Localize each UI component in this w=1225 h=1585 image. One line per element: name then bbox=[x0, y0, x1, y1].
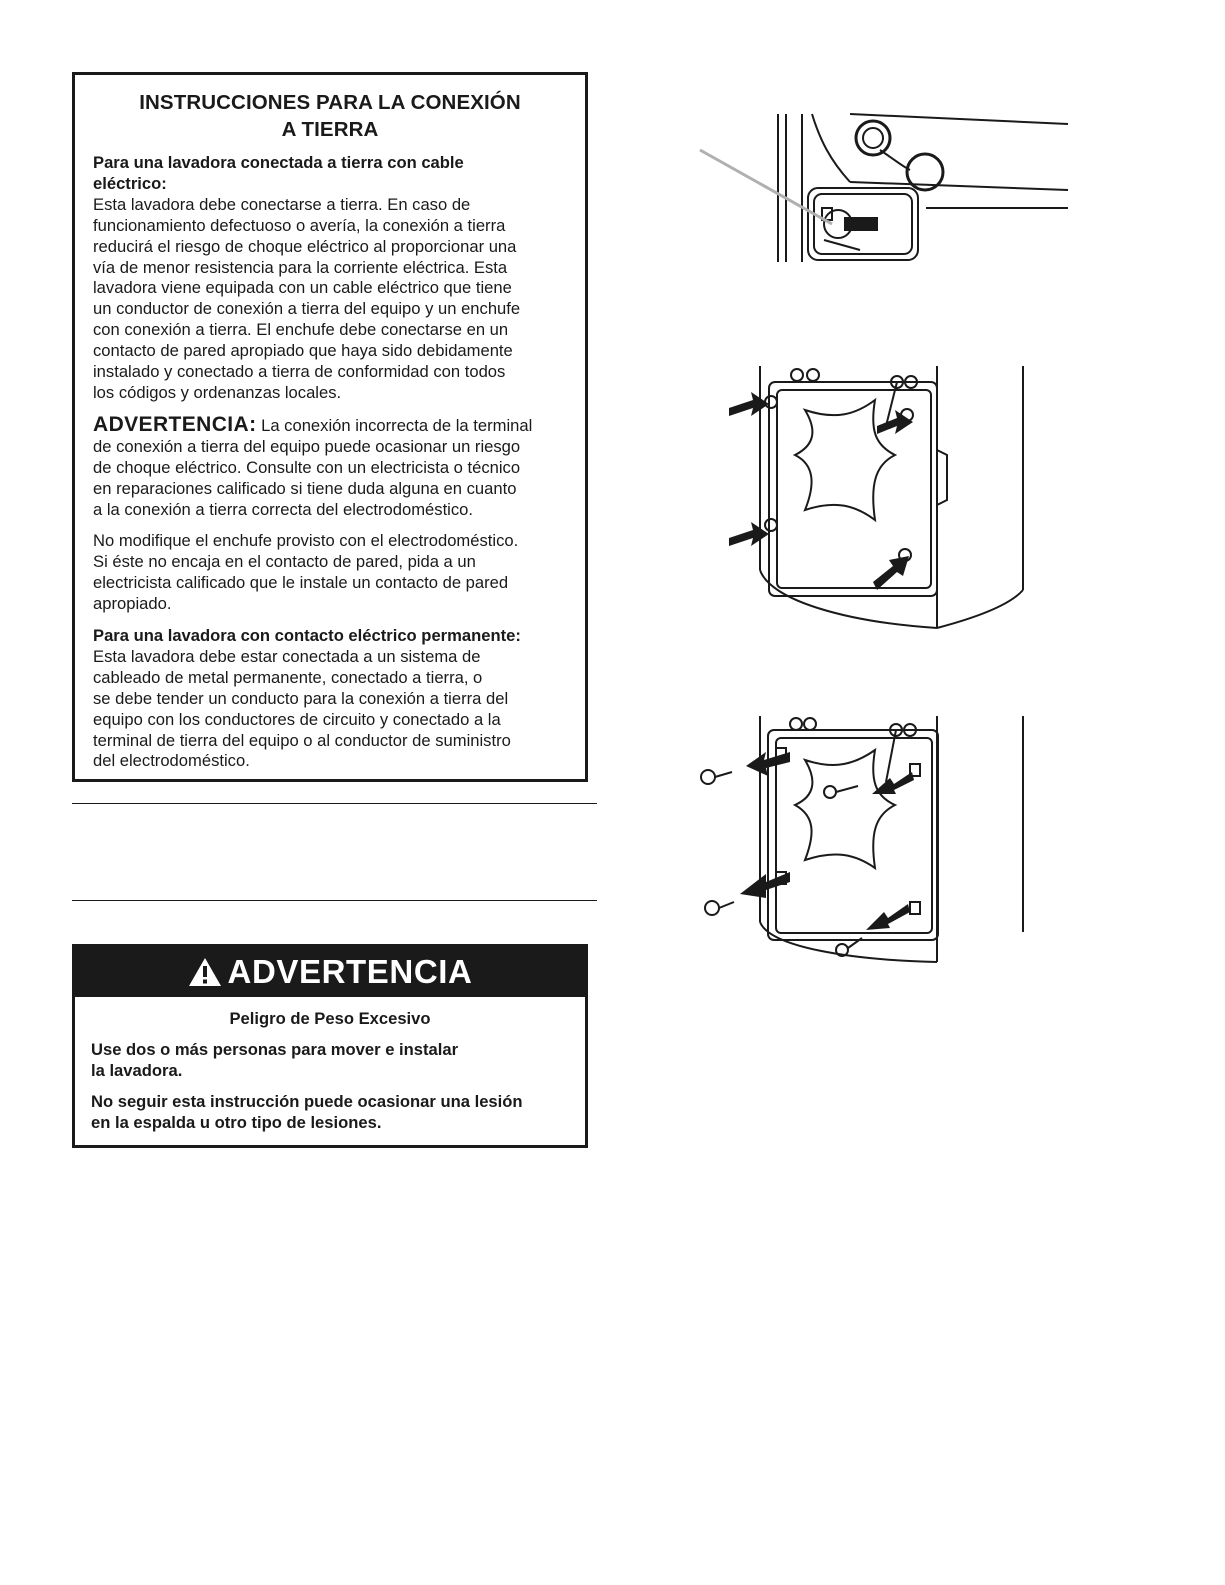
permanent-line: se debe tender un conducto para la conexión a tierra del bbox=[93, 688, 509, 708]
plug-line: electricista calificado que le instale un contacto de pared bbox=[93, 573, 509, 593]
warning-line-rest: La conexión incorrecta de la terminal bbox=[256, 415, 533, 435]
bolts-removed-illustration bbox=[690, 712, 1045, 967]
grounding-title-line2: A TIERRA bbox=[281, 118, 379, 141]
corded-paragraph bbox=[93, 153, 585, 404]
arrow-icon bbox=[872, 772, 914, 794]
corded-line: lavadora viene equipada con un cable eléctrico que tiene bbox=[93, 278, 512, 298]
warning-line: de conexión a tierra del equipo puede ocasionar un riesgo bbox=[93, 436, 521, 456]
corded-line: funcionamiento defectuoso o avería, la conexión a tierra bbox=[93, 215, 506, 235]
arrow-icon bbox=[877, 410, 913, 434]
warning-subtitle: Peligro de Peso Excesivo bbox=[229, 1009, 431, 1028]
arrow-icon bbox=[729, 522, 769, 546]
arrow-icon bbox=[866, 904, 910, 930]
permanent-line: Esta lavadora debe estar conectada a un sistema de bbox=[93, 646, 481, 666]
warning-header-text: ADVERTENCIA bbox=[227, 953, 473, 990]
corded-line: con conexión a tierra. El enchufe debe conectarse en un bbox=[93, 320, 509, 340]
corded-heading-line2: eléctrico: bbox=[93, 173, 167, 193]
corded-line: reducirá el riesgo de choque eléctrico al proporcionar una bbox=[93, 236, 517, 256]
warning-line: de choque eléctrico. Consulte con un electricista o técnico bbox=[93, 457, 521, 477]
warning-triangle-icon bbox=[188, 957, 222, 987]
warning-consequence-line1: No seguir esta instrucción puede ocasionar una lesión bbox=[91, 1092, 523, 1111]
permanent-paragraph bbox=[93, 626, 585, 772]
corded-line: vía de menor resistencia para la corriente eléctrica. Esta bbox=[93, 257, 508, 277]
divider-rule-top bbox=[72, 803, 597, 804]
divider-rule-bottom bbox=[72, 900, 597, 901]
cord-detail-illustration bbox=[690, 100, 1080, 270]
warning-instruction-line1: Use dos o más personas para mover e instalar bbox=[91, 1040, 459, 1059]
corded-line: contacto de pared apropiado que haya sido debidamente bbox=[93, 341, 513, 361]
corded-heading-line1: Para una lavadora conectada a tierra con cable bbox=[93, 153, 464, 172]
callout-line bbox=[700, 150, 832, 224]
shipping-bolts-illustration bbox=[725, 360, 1045, 635]
corded-line: un conductor de conexión a tierra del equipo y un enchufe bbox=[93, 299, 521, 319]
corded-line: instalado y conectado a tierra de conformidad con todos bbox=[93, 362, 506, 382]
arrow-icon bbox=[729, 392, 769, 416]
warning-header bbox=[75, 947, 585, 997]
arrow-icon bbox=[873, 556, 909, 590]
warning-word: ADVERTENCIA: bbox=[93, 412, 257, 436]
plug-paragraph bbox=[93, 531, 585, 615]
warning-line: en reparaciones calificado si tiene duda alguna en cuanto bbox=[93, 478, 517, 498]
warning-consequence-line2: en la espalda u otro tipo de lesiones. bbox=[91, 1113, 382, 1132]
plug-line: apropiado. bbox=[93, 594, 172, 614]
warning-consequence bbox=[91, 1091, 585, 1133]
warning-line: a la conexión a tierra correcta del electrodoméstico. bbox=[93, 499, 474, 519]
corded-line: Esta lavadora debe conectarse a tierra. En caso de bbox=[93, 194, 471, 214]
warning-paragraph bbox=[93, 412, 585, 521]
permanent-heading: Para una lavadora con contacto eléctrico permanente: bbox=[93, 626, 521, 646]
grounding-title-line1: INSTRUCCIONES PARA LA CONEXIÓN bbox=[139, 91, 521, 114]
weight-warning-box bbox=[72, 944, 588, 1148]
permanent-line: terminal de tierra del equipo o al conductor de suministro bbox=[93, 730, 511, 750]
plug-line: No modifique el enchufe provisto con el electrodoméstico. bbox=[93, 531, 519, 551]
corded-line: los códigos y ordenanzas locales. bbox=[93, 382, 342, 402]
warning-instruction-line2: la lavadora. bbox=[91, 1061, 183, 1080]
grounding-instructions-box bbox=[72, 72, 588, 782]
permanent-line: equipo con los conductores de circuito y conectado a la bbox=[93, 709, 501, 729]
warning-instruction bbox=[91, 1039, 585, 1081]
permanent-line: del electrodoméstico. bbox=[93, 751, 250, 771]
grounding-title bbox=[93, 89, 567, 143]
plug-line: Si éste no encaja en el contacto de pared, pida a un bbox=[93, 552, 476, 572]
permanent-line: cableado de metal permanente, conectado a tierra, o bbox=[93, 667, 483, 687]
